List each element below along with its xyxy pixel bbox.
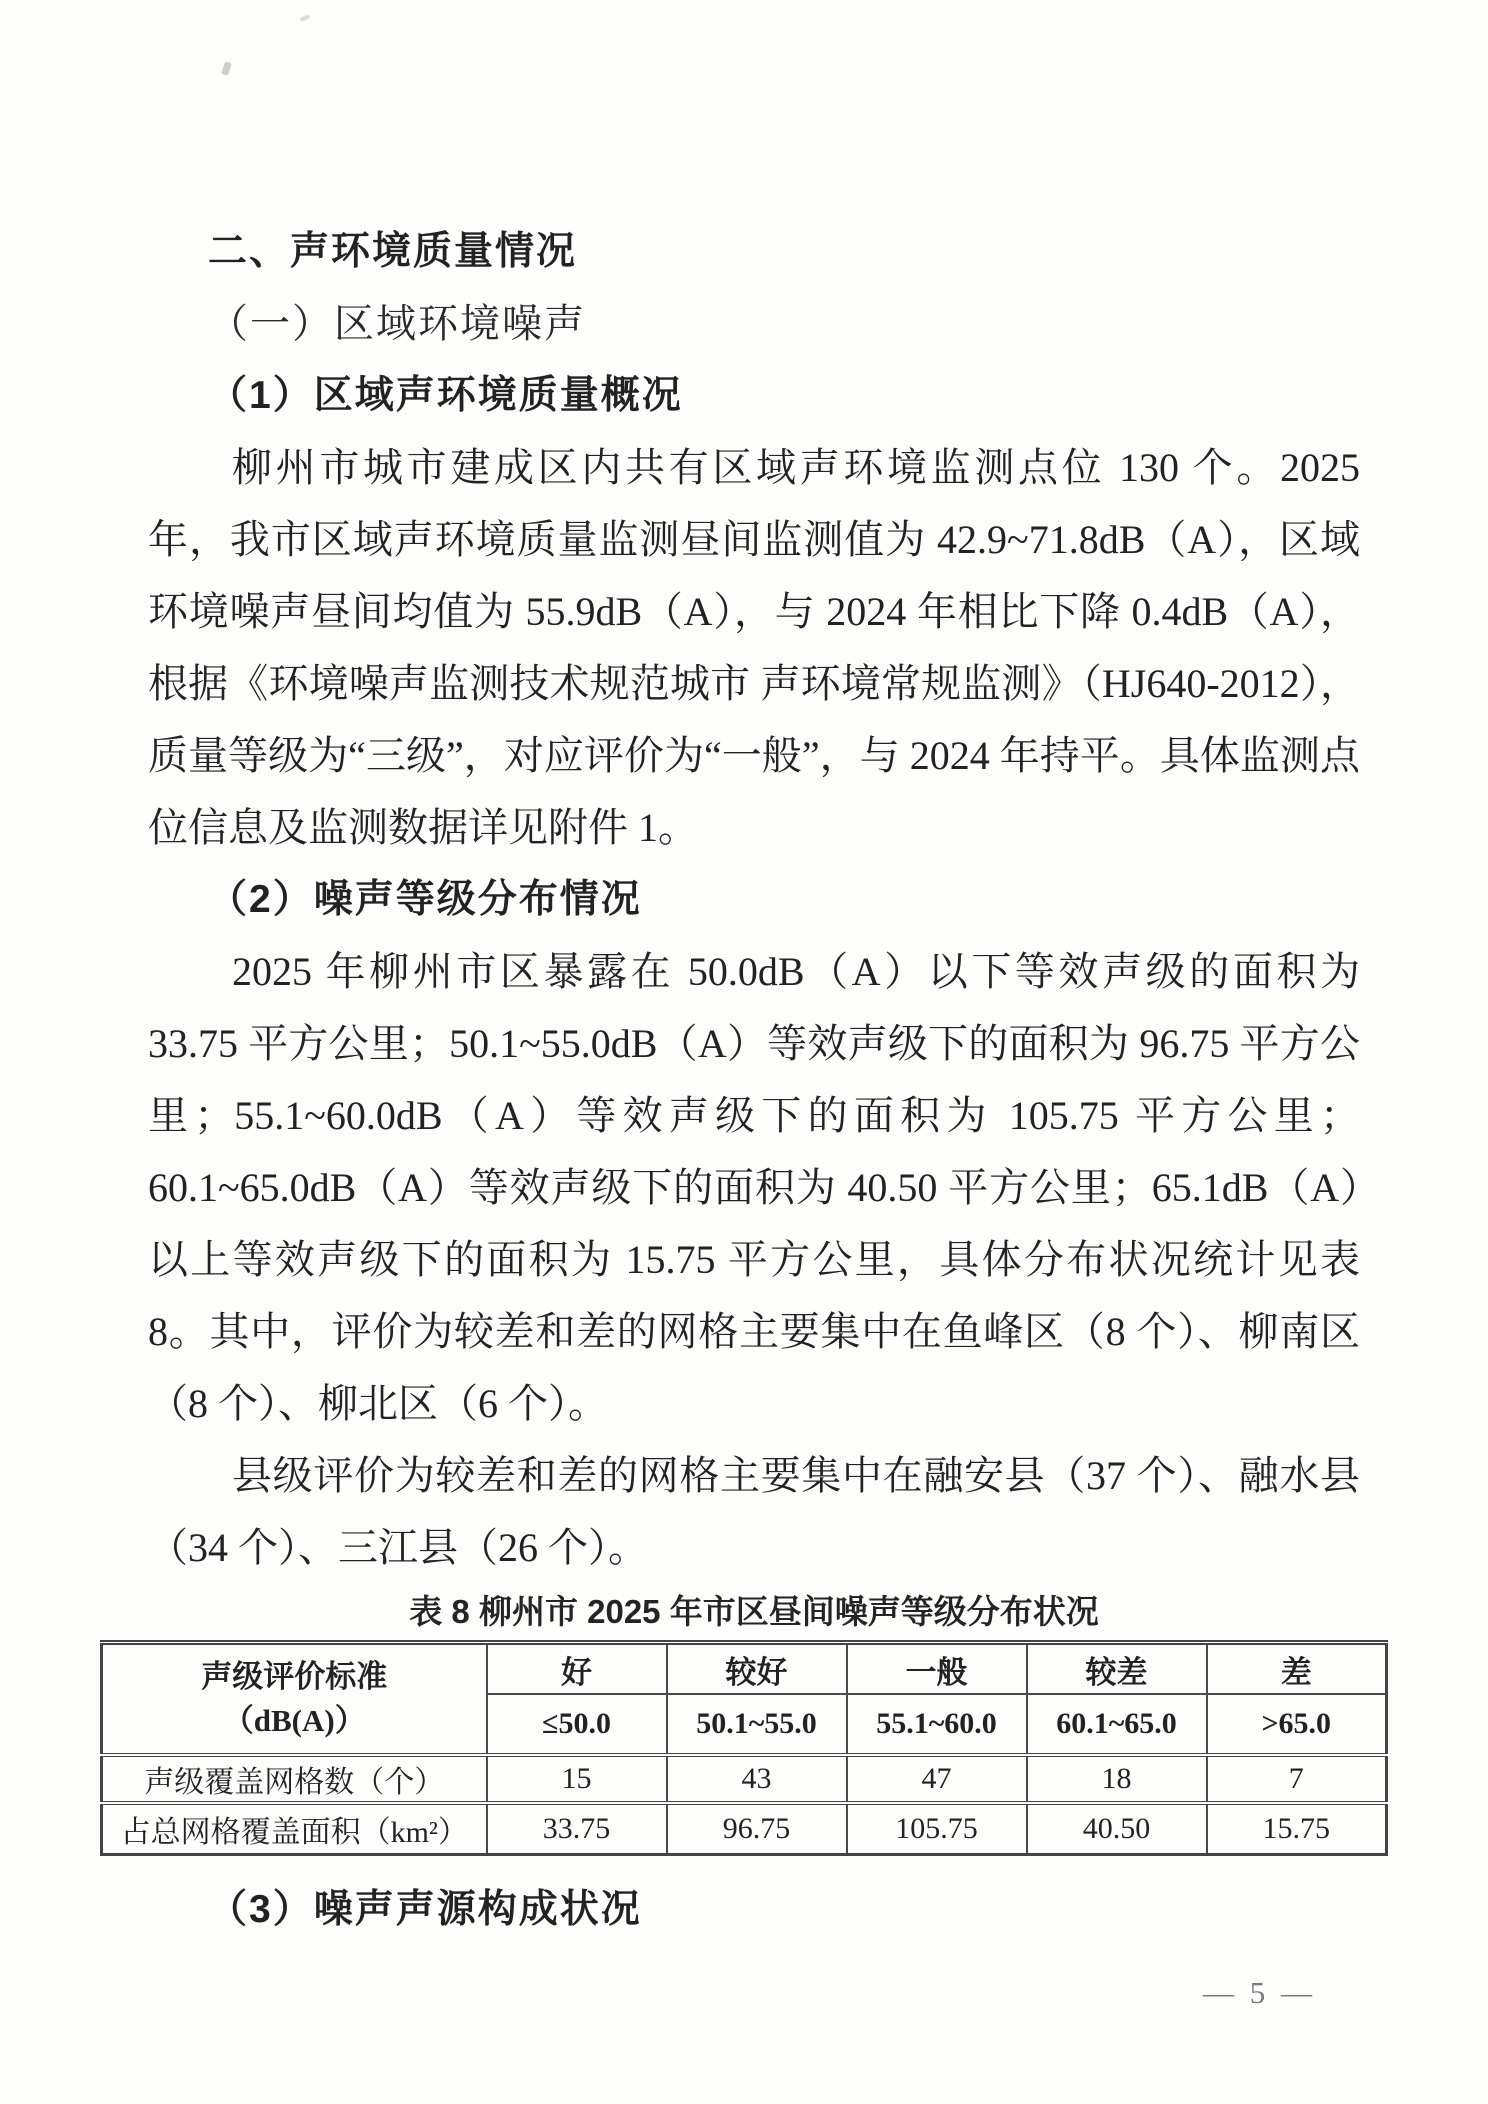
coverage-area-poor: 15.75 bbox=[1207, 1803, 1387, 1855]
document-body bbox=[120, 0, 1360, 1946]
table-row-grid-count bbox=[102, 1755, 1387, 1803]
table-range-poor: >65.0 bbox=[1207, 1694, 1387, 1755]
coverage-area-average: 105.75 bbox=[847, 1803, 1027, 1855]
table-header-standard-line1: 声级评价标准 bbox=[201, 1659, 388, 1694]
heading-2-noise-level-distribution: （2）噪声等级分布情况 bbox=[208, 878, 642, 921]
noise-level-table bbox=[100, 1640, 1388, 1856]
page-number: — 5 — bbox=[1203, 1975, 1316, 2010]
paragraph-county-grids: 县级评价为较差和差的网格主要集中在融安县（37 个）、融水县（34 个）、三江县（26 个）。 bbox=[148, 1453, 1360, 1570]
table-range-fairly-good: 50.1~55.0 bbox=[667, 1694, 847, 1755]
table-caption: 表 8 柳州市 2025 年市区昼间噪声等级分布状况 bbox=[409, 1593, 1099, 1630]
grid-count-poor: 7 bbox=[1207, 1755, 1387, 1803]
subsection-heading: （一）区域环境噪声 bbox=[208, 301, 586, 346]
table-header-standard bbox=[102, 1643, 487, 1756]
table-header-grade-poor: 差 bbox=[1207, 1643, 1387, 1695]
section-heading: 二、声环境质量情况 bbox=[208, 230, 578, 273]
heading-3-noise-source-composition: （3）噪声声源构成状况 bbox=[208, 1888, 642, 1931]
table-row-coverage-area bbox=[102, 1803, 1387, 1855]
grid-count-fairly-poor: 18 bbox=[1027, 1755, 1207, 1803]
paragraph-region-overview: 柳州市城市建成区内共有区域声环境监测点位 130 个。2025 年，我市区域声环境质量监测昼间监测值为 42.9~71.8dB（A），区域环境噪声昼间均值为 55.9dB（A），与 2024 年相比下降 0.4dB（A），根据《环境噪声监测技术规范城市 声环境常规监测》（HJ640-2012），质量等级为“三级”，对应评价为“一般”，与 2024 年持平。具体监测点位信息及监测数据详见附件 1。 bbox=[148, 445, 1360, 850]
coverage-area-fairly-good: 96.75 bbox=[667, 1803, 847, 1855]
table-range-good: ≤50.0 bbox=[487, 1694, 667, 1755]
table-header-standard-line2: （dB(A)） bbox=[222, 1703, 366, 1738]
table-header-grade-fairly-good: 较好 bbox=[667, 1643, 847, 1695]
table-row-label-coverage-area: 占总网格覆盖面积（km²） bbox=[102, 1803, 487, 1855]
table-range-fairly-poor: 60.1~65.0 bbox=[1027, 1694, 1207, 1755]
table-header-grade-average: 一般 bbox=[847, 1643, 1027, 1695]
grid-count-good: 15 bbox=[487, 1755, 667, 1803]
coverage-area-good: 33.75 bbox=[487, 1803, 667, 1855]
table-row-label-grid-count: 声级覆盖网格数（个） bbox=[102, 1755, 487, 1803]
paragraph-noise-distribution: 2025 年柳州市区暴露在 50.0dB（A）以下等效声级的面积为 33.75 平方公里；50.1~55.0dB（A）等效声级下的面积为 96.75 平方公里；55.1~60.0dB（A）等效声级下的面积为 105.75 平方公里；60.1~65.0dB（A）等效声级下的面积为 40.50 平方公里；65.1dB（A）以上等效声级下的面积为 15.75 平方公里，具体分布状况统计见表 8。其中，评价为较差和差的网格主要集中在鱼峰区（8 个）、柳南区（8 个）、柳北区（6 个）。 bbox=[148, 949, 1360, 1426]
heading-1-region-overview: （1）区域声环境质量概况 bbox=[208, 374, 683, 417]
table-header-grade-fairly-poor: 较差 bbox=[1027, 1643, 1207, 1695]
grid-count-fairly-good: 43 bbox=[667, 1755, 847, 1803]
grid-count-average: 47 bbox=[847, 1755, 1027, 1803]
coverage-area-fairly-poor: 40.50 bbox=[1027, 1803, 1207, 1855]
table-header-grade-good: 好 bbox=[487, 1643, 667, 1695]
table-row-grades bbox=[102, 1643, 1387, 1695]
table-range-average: 55.1~60.0 bbox=[847, 1694, 1027, 1755]
